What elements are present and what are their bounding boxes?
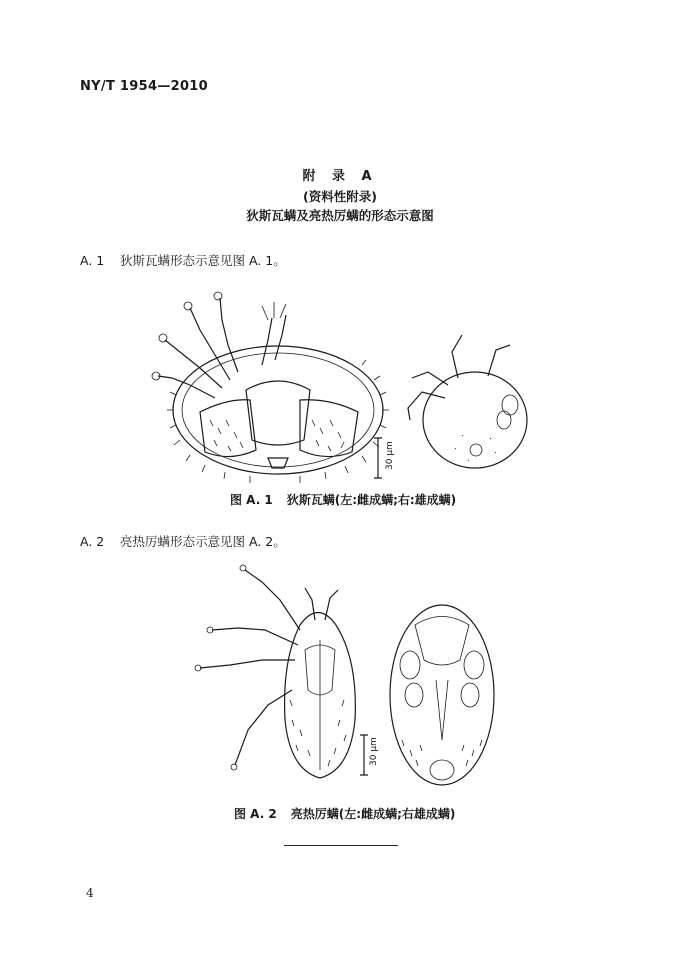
scale-label-a1: 30 μm bbox=[385, 441, 395, 470]
scale-bar-a2 bbox=[360, 735, 368, 775]
figure-number: 图 A. 1 bbox=[230, 493, 273, 507]
appendix-title: 附 录 A bbox=[302, 169, 378, 184]
varroa-male-drawing bbox=[408, 335, 527, 468]
appendix-subtitle: (资料性附录) bbox=[303, 189, 377, 204]
figure-caption-text: 狄斯瓦螨(左:雌成螨;右:雄成螨) bbox=[286, 493, 457, 507]
tropilaelaps-male-drawing bbox=[390, 605, 494, 785]
standard-code-header: NY/T 1954—2010 bbox=[80, 79, 208, 94]
tropilaelaps-female-drawing bbox=[195, 565, 355, 778]
varroa-female-drawing bbox=[152, 292, 389, 483]
figure-a2-caption bbox=[234, 805, 455, 822]
section-a2 bbox=[80, 532, 286, 550]
appendix-heading: 狄斯瓦螨及亮热厉螨的形态示意图 bbox=[246, 208, 434, 223]
figure-number: 图 A. 2 bbox=[234, 807, 277, 821]
figure-a1-caption bbox=[230, 491, 456, 508]
page-number: 4 bbox=[86, 886, 94, 900]
footer-rule bbox=[284, 845, 398, 846]
figure-caption-text: 亮热厉螨(左:雌成螨;右雄成螨) bbox=[290, 807, 456, 821]
section-number: A. 1 bbox=[80, 253, 105, 268]
section-text: 亮热厉螨形态示意见图 A. 2。 bbox=[120, 534, 286, 549]
section-number: A. 2 bbox=[80, 534, 105, 549]
section-text: 狄斯瓦螨形态示意见图 A. 1。 bbox=[120, 253, 286, 268]
scale-label-a2: 30 μm bbox=[369, 737, 379, 766]
